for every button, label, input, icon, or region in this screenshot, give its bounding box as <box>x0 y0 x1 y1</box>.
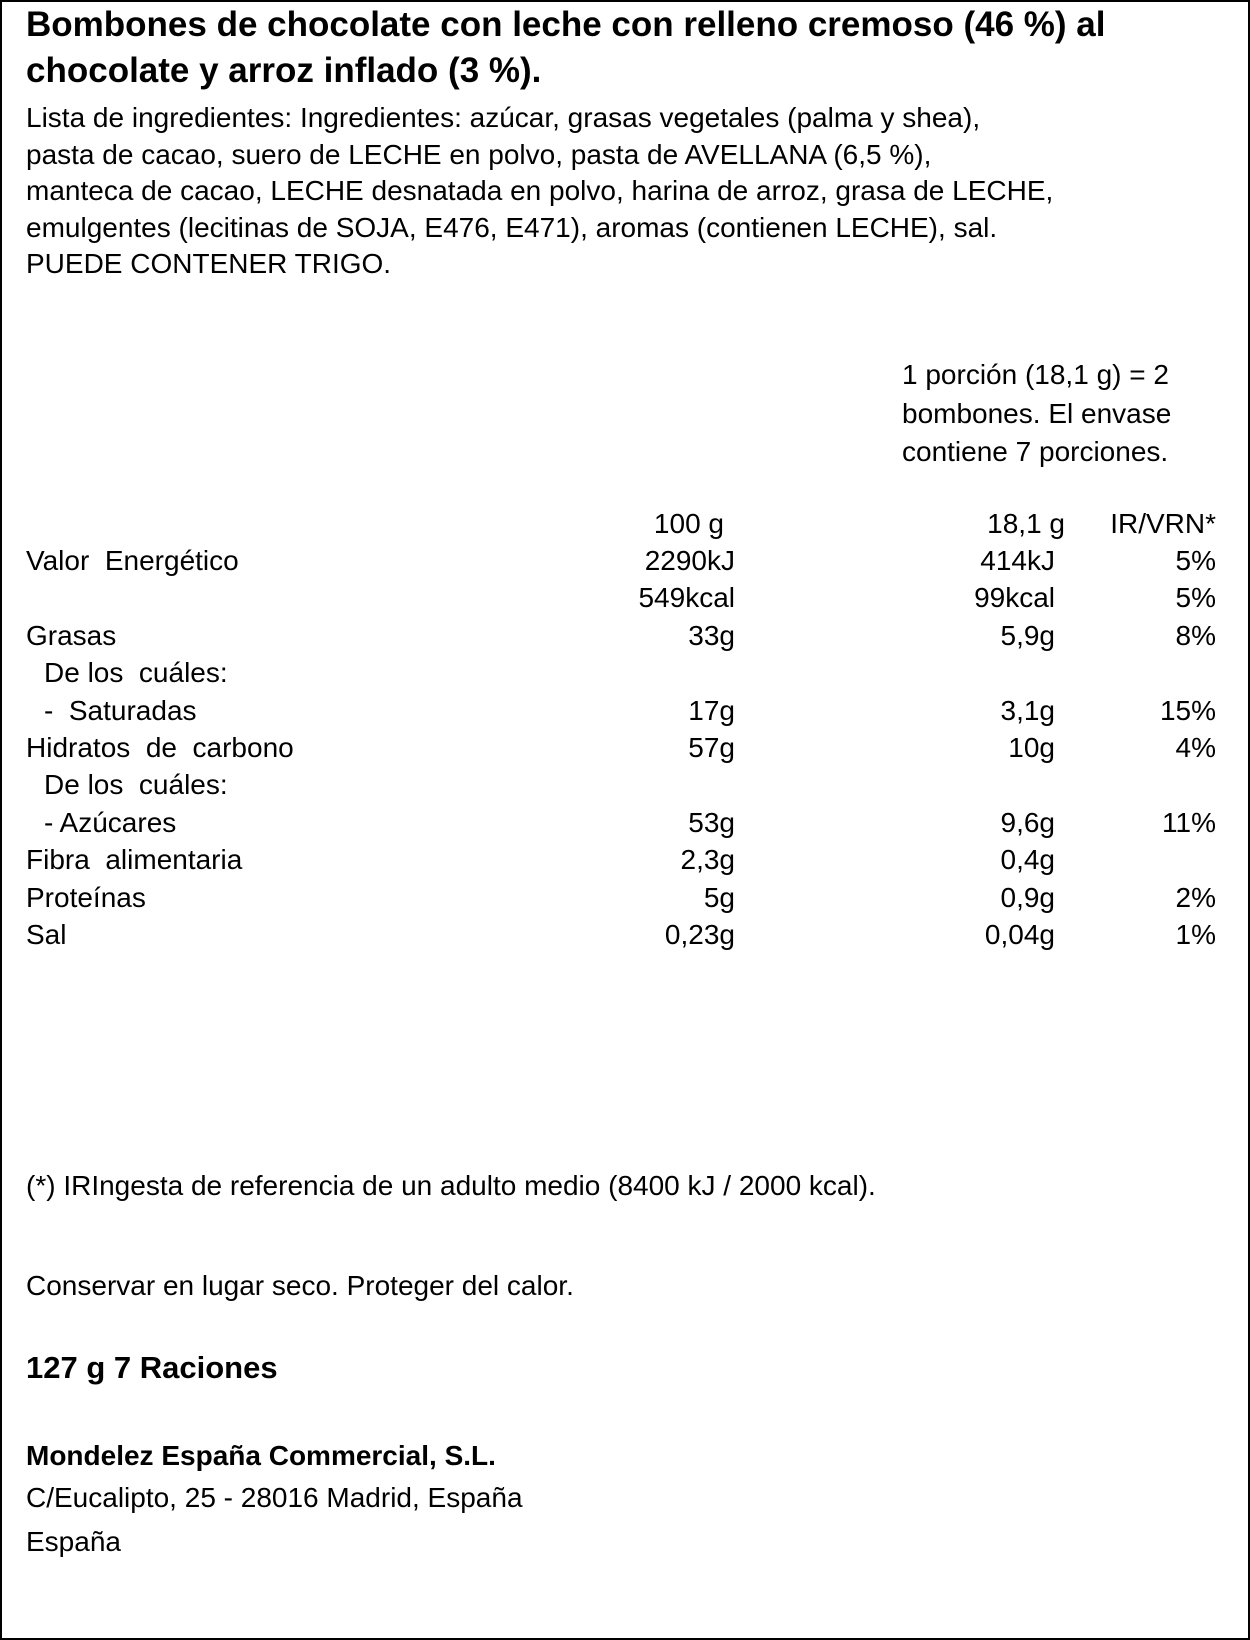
ingredients-list: Lista de ingredientes: Ingredientes: azúcar, grasas vegetales (palma y shea), pasta de cacao, suero de LECHE en polvo, pasta de AVELLANA (6,5 %), manteca de cacao, LECHE desnatada en polvo, harina de arroz, grasa de LECHE, emulgentes (lecitinas de SOJA, E476, E471), aromas (contienen LECHE), sal. PUEDE CONTENER TRIGO. <box>26 102 1054 279</box>
nutrition-row <box>0 695 1250 732</box>
nutrition-row <box>0 545 1250 582</box>
ir-percentage: 5% <box>1175 582 1216 614</box>
nutrition-row <box>0 732 1250 769</box>
net-weight: 127 g 7 Raciones <box>26 1350 278 1385</box>
nutrient-label: Proteínas <box>26 881 146 913</box>
value-per-100g: 5g <box>703 881 735 913</box>
portion-info: 1 porción (18,1 g) = 2 bombones. El envase contiene 7 porciones. <box>902 359 1172 467</box>
value-per-portion: 414kJ <box>980 545 1055 576</box>
value-per-portion: 0,4g <box>1000 844 1055 876</box>
value-per-100g: 2290kJ <box>644 545 735 576</box>
nutrition-row <box>0 807 1250 844</box>
header-ir-vrn: IR/VRN* <box>1110 508 1216 539</box>
value-per-portion: 10g <box>1008 732 1055 763</box>
value-per-portion: 9,6g <box>1000 806 1055 838</box>
value-per-portion: 5,9g <box>1000 619 1055 651</box>
value-per-portion: 0,04g <box>984 919 1055 950</box>
header-per-100g: 100 g <box>653 508 724 539</box>
company-country: España <box>26 1526 121 1557</box>
ir-percentage: 15% <box>1159 694 1216 726</box>
nutrient-label: De los cuáles: <box>44 657 228 689</box>
nutrition-row <box>0 882 1250 919</box>
value-per-100g: 17g <box>688 694 735 726</box>
nutrient-label: Grasas <box>26 619 117 651</box>
nutrient-label: Valor Energético <box>26 545 239 576</box>
value-per-100g: 549kcal <box>638 582 735 614</box>
nutrition-row <box>0 769 1250 806</box>
nutrition-row <box>0 620 1250 657</box>
value-per-100g: 53g <box>688 806 735 838</box>
value-per-portion: 3,1g <box>1000 694 1055 726</box>
nutrition-row <box>0 844 1250 881</box>
footnote: (*) IRIngesta de referencia de un adulto medio (8400 kJ / 2000 kcal). <box>26 1170 876 1201</box>
ir-percentage: 4% <box>1175 732 1216 763</box>
ir-percentage: 2% <box>1175 881 1216 913</box>
ir-percentage: 8% <box>1175 619 1216 651</box>
nutrient-label: Hidratos de carbono <box>26 732 294 763</box>
nutrient-label: - Saturadas <box>44 694 197 726</box>
nutrition-row <box>0 582 1250 619</box>
value-per-100g: 0,23g <box>664 919 735 950</box>
value-per-portion: 0,9g <box>1000 881 1055 913</box>
company-address: C/Eucalipto, 25 - 28016 Madrid, España <box>26 1482 523 1513</box>
ir-percentage: 5% <box>1175 545 1216 576</box>
nutrition-row <box>0 657 1250 694</box>
nutrition-row <box>0 919 1250 956</box>
nutrient-label: De los cuáles: <box>44 769 228 801</box>
value-per-100g: 2,3g <box>680 844 735 876</box>
nutrient-label: Sal <box>26 919 67 950</box>
value-per-portion: 99kcal <box>974 582 1055 614</box>
company-name: Mondelez España Commercial, S.L. <box>26 1440 496 1471</box>
header-per-portion: 18,1 g <box>987 508 1065 539</box>
ir-percentage: 11% <box>1162 806 1216 838</box>
nutrient-label: Fibra alimentaria <box>26 844 243 876</box>
nutrient-label: - Azúcares <box>44 806 177 838</box>
value-per-100g: 33g <box>688 619 735 651</box>
storage-instructions: Conservar en lugar seco. Proteger del calor. <box>26 1270 574 1301</box>
value-per-100g: 57g <box>688 732 735 763</box>
product-title: Bombones de chocolate con leche con relleno cremoso (46 %) al chocolate y arroz inflado (3 %). <box>26 5 1106 90</box>
ir-percentage: 1% <box>1175 919 1216 950</box>
